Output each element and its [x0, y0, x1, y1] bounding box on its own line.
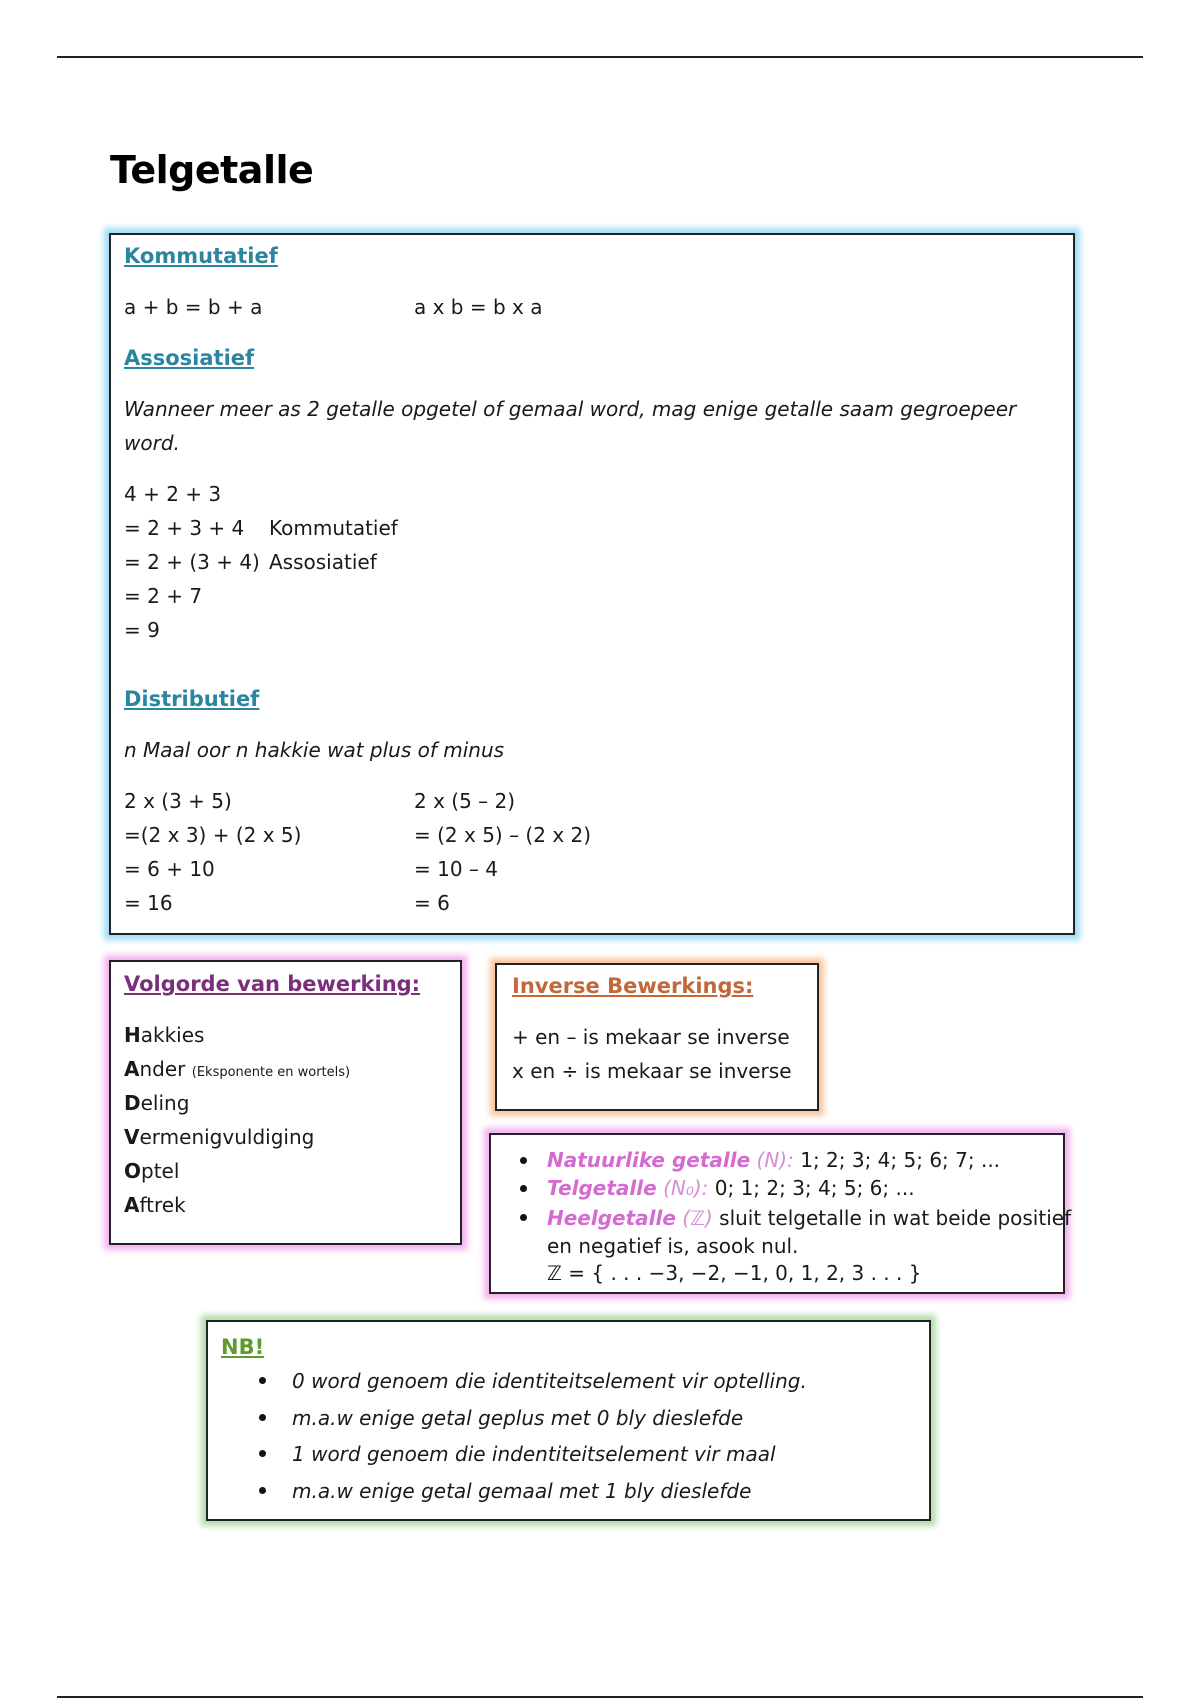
- associative-step: 4 + 2 + 3: [124, 482, 222, 506]
- order-item: [124, 1124, 314, 1150]
- inverse-operations-heading: Inverse Bewerkings:: [512, 974, 754, 998]
- associative-step: = 2 + 7: [124, 584, 203, 608]
- inverse-line: x en ÷ is mekaar se inverse: [512, 1059, 792, 1083]
- order-item-initial: A: [124, 1193, 140, 1217]
- bullet-icon: [259, 1487, 266, 1494]
- order-item-label: ftrek: [139, 1193, 186, 1217]
- bullet-icon: [520, 1157, 527, 1164]
- whole-numbers-symbol: (N₀):: [663, 1176, 709, 1200]
- order-item: [124, 1192, 186, 1218]
- order-item: [124, 1158, 179, 1184]
- order-item-label: eling: [140, 1091, 190, 1115]
- distributive-example-a-line: = 6 + 10: [124, 857, 215, 881]
- associative-step-note: Kommutatief: [269, 516, 398, 540]
- natural-numbers-item: [547, 1147, 1000, 1173]
- nb-item: 0 word genoem die identiteitselement vir optelling.: [292, 1369, 807, 1393]
- distributive-heading: Distributief: [124, 687, 260, 711]
- associative-step-note: Assosiatief: [269, 550, 377, 574]
- bottom-rule: [57, 1696, 1143, 1698]
- integers-set: ℤ = { . . . −3, −2, −1, 0, 1, 2, 3 . . . }: [547, 1261, 922, 1285]
- natural-numbers-values: 1; 2; 3; 4; 5; 6; 7; ...: [793, 1148, 1001, 1172]
- distributive-example-a-line: 2 x (3 + 5): [124, 789, 232, 813]
- nb-item: m.a.w enige getal geplus met 0 bly dieslefde: [292, 1406, 744, 1430]
- distributive-example-a-line: =(2 x 3) + (2 x 5): [124, 823, 302, 847]
- order-item-initial: O: [124, 1159, 142, 1183]
- commutative-heading: Kommutatief: [124, 244, 278, 268]
- bullet-icon: [259, 1450, 266, 1457]
- inverse-line: + en – is mekaar se inverse: [512, 1025, 790, 1049]
- order-item-label: nder: [139, 1057, 186, 1081]
- order-item-initial: D: [124, 1091, 141, 1115]
- integers-text-cont: en negatief is, asook nul.: [547, 1234, 799, 1258]
- distributive-example-b-line: = 10 – 4: [414, 857, 499, 881]
- order-item: [124, 1056, 350, 1086]
- distributive-example-b-line: = 6: [414, 891, 450, 915]
- distributive-description: n Maal oor n hakkie wat plus of minus: [124, 738, 505, 762]
- integers-text: sluit telgetalle in wat beide positief: [712, 1206, 1072, 1230]
- bullet-icon: [259, 1414, 266, 1421]
- integers-item: [547, 1205, 1071, 1231]
- associative-description: Wanneer meer as 2 getalle opgetel of gemaal word, mag enige getalle saam gegroepeer: [124, 397, 1017, 421]
- nb-heading: NB!: [221, 1335, 265, 1359]
- whole-numbers-item: [547, 1175, 915, 1201]
- order-item-label: akkies: [140, 1023, 205, 1047]
- associative-heading: Assosiatief: [124, 346, 255, 370]
- order-item: [124, 1090, 189, 1116]
- order-of-operations-heading: Volgorde van bewerking:: [124, 972, 421, 996]
- natural-numbers-symbol: (N):: [756, 1148, 794, 1172]
- nb-item: 1 word genoem die indentiteitselement vir maal: [292, 1442, 776, 1466]
- whole-numbers-values: 0; 1; 2; 3; 4; 5; 6; ...: [708, 1176, 915, 1200]
- distributive-example-a-line: = 16: [124, 891, 173, 915]
- whole-numbers-name: Telgetalle: [547, 1176, 657, 1200]
- associative-step: = 2 + (3 + 4): [124, 550, 260, 574]
- order-item-initial: A: [124, 1057, 140, 1081]
- order-item: [124, 1022, 204, 1048]
- bullet-icon: [520, 1214, 527, 1221]
- commutative-mul: a x b = b x a: [414, 295, 543, 319]
- integers-symbol: (ℤ): [682, 1206, 713, 1230]
- associative-step: = 9: [124, 618, 160, 642]
- order-item-note: (Eksponente en wortels): [191, 1065, 351, 1080]
- associative-description-cont: word.: [124, 431, 180, 455]
- top-rule: [57, 56, 1143, 58]
- order-item-initial: V: [124, 1125, 140, 1149]
- associative-step: = 2 + 3 + 4: [124, 516, 245, 540]
- integers-name: Heelgetalle: [547, 1206, 676, 1230]
- distributive-example-b-line: 2 x (5 – 2): [414, 789, 516, 813]
- order-item-initial: H: [124, 1023, 141, 1047]
- bullet-icon: [520, 1185, 527, 1192]
- order-item-label: ermenigvuldiging: [139, 1125, 315, 1149]
- bullet-icon: [259, 1377, 266, 1384]
- nb-item: m.a.w enige getal gemaal met 1 bly dieslefde: [292, 1479, 752, 1503]
- page-title: Telgetalle: [110, 148, 314, 192]
- distributive-example-b-line: = (2 x 5) – (2 x 2): [414, 823, 592, 847]
- order-item-label: ptel: [141, 1159, 180, 1183]
- commutative-add: a + b = b + a: [124, 295, 263, 319]
- natural-numbers-name: Natuurlike getalle: [547, 1148, 751, 1172]
